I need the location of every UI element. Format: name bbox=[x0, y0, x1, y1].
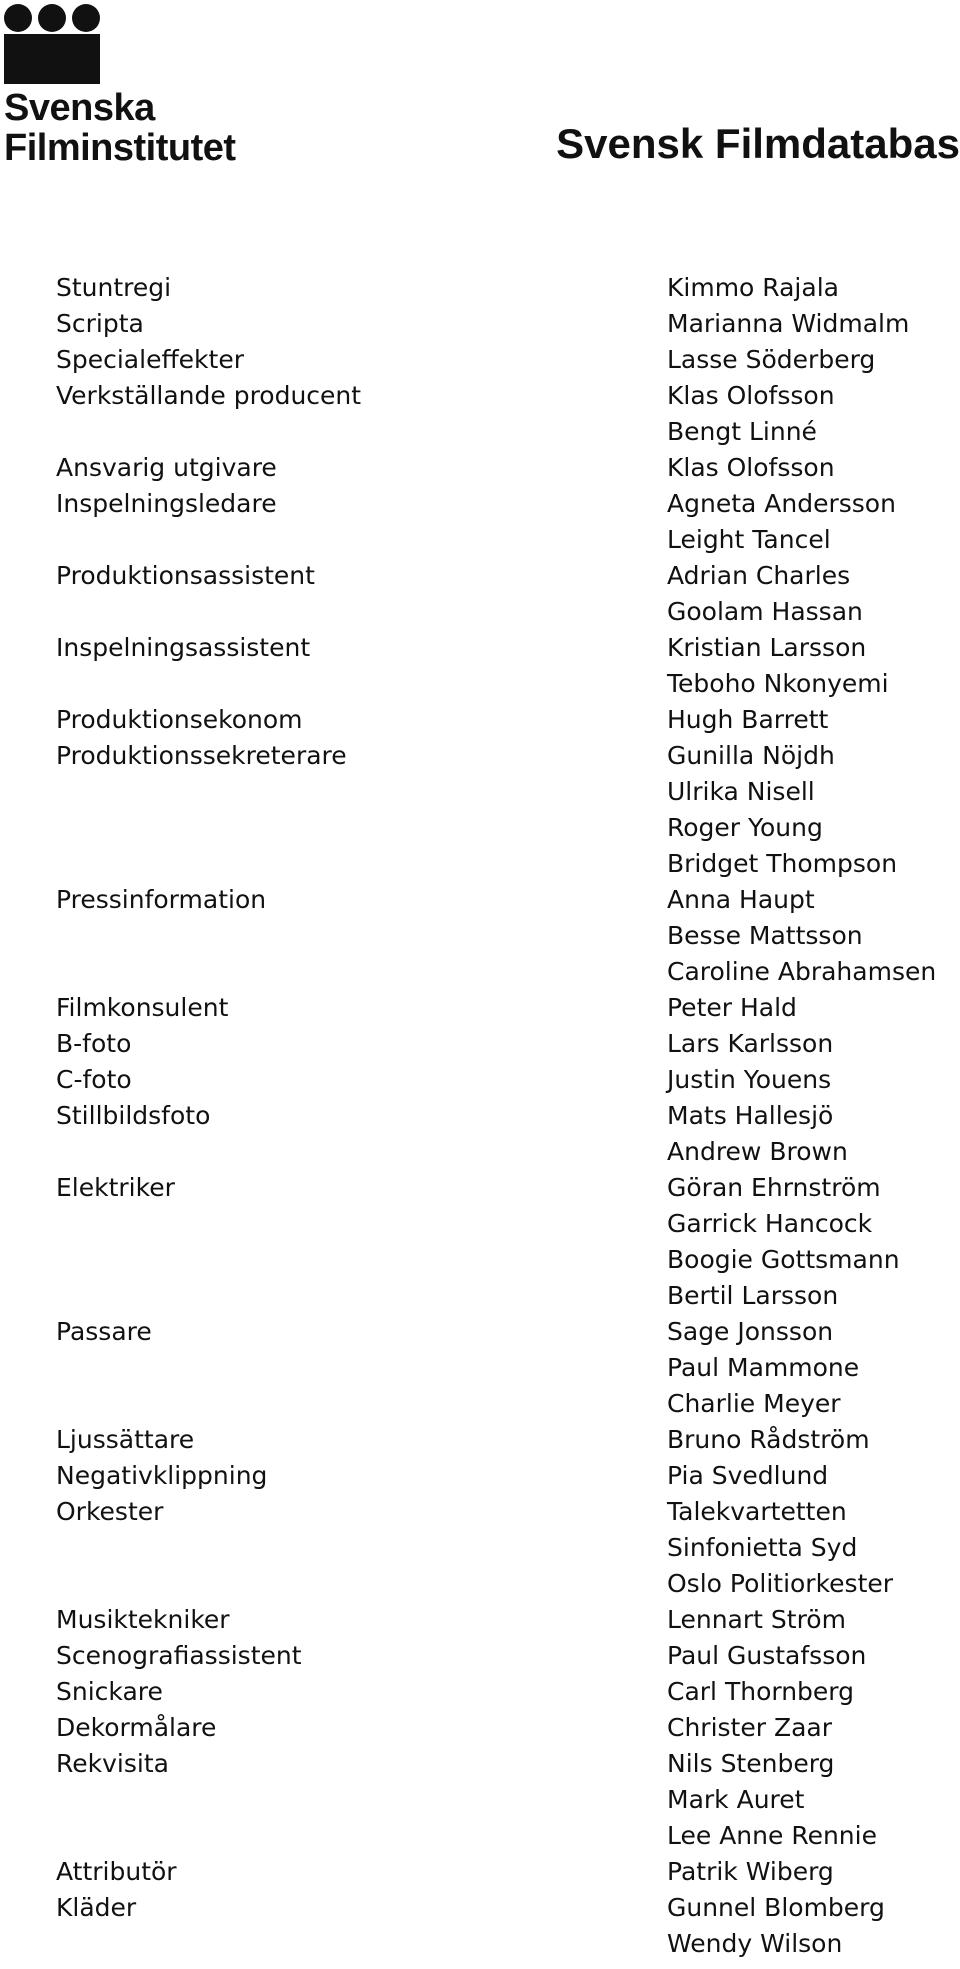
credit-role: Specialeffekter bbox=[56, 345, 245, 374]
credit-role: Attributör bbox=[56, 1857, 177, 1886]
credit-name: Mats Hallesjö bbox=[667, 1101, 834, 1130]
credit-row bbox=[0, 594, 960, 630]
credit-name: Anna Haupt bbox=[667, 885, 815, 914]
credit-row bbox=[0, 1458, 960, 1494]
credit-row bbox=[0, 1314, 960, 1350]
page-header bbox=[0, 0, 960, 200]
credit-role: Inspelningsledare bbox=[56, 489, 277, 518]
credit-row bbox=[0, 1098, 960, 1134]
credit-row bbox=[0, 1062, 960, 1098]
credit-role: Verkställande producent bbox=[56, 381, 362, 410]
credit-name: Caroline Abrahamsen bbox=[667, 957, 937, 986]
credit-row bbox=[0, 666, 960, 702]
credit-name: Lennart Ström bbox=[667, 1605, 846, 1634]
credit-row bbox=[0, 990, 960, 1026]
logo-wordmark bbox=[4, 88, 236, 168]
credit-name: Klas Olofsson bbox=[667, 453, 835, 482]
credit-name: Patrik Wiberg bbox=[667, 1857, 834, 1886]
credit-role: Rekvisita bbox=[56, 1749, 169, 1778]
credit-row bbox=[0, 1746, 960, 1782]
credit-name: Talekvartetten bbox=[667, 1497, 847, 1526]
credit-name: Andrew Brown bbox=[667, 1137, 848, 1166]
credit-name: Adrian Charles bbox=[667, 561, 851, 590]
credit-row bbox=[0, 1026, 960, 1062]
credit-name: Sage Jonsson bbox=[667, 1317, 834, 1346]
credit-row bbox=[0, 1206, 960, 1242]
credit-role: Inspelningsassistent bbox=[56, 633, 311, 662]
credit-row bbox=[0, 1818, 960, 1854]
credit-name: Bertil Larsson bbox=[667, 1281, 839, 1310]
credit-name: Marianna Widmalm bbox=[667, 309, 910, 338]
credit-row bbox=[0, 1854, 960, 1890]
credit-name: Pia Svedlund bbox=[667, 1461, 829, 1490]
credit-row bbox=[0, 1782, 960, 1818]
credit-row bbox=[0, 630, 960, 666]
credit-role: Dekormålare bbox=[56, 1713, 217, 1742]
credit-role: Snickare bbox=[56, 1677, 163, 1706]
credit-row bbox=[0, 1134, 960, 1170]
credit-role: Stillbildsfoto bbox=[56, 1101, 211, 1130]
credit-row bbox=[0, 954, 960, 990]
credit-row bbox=[0, 1890, 960, 1926]
logo-dot bbox=[38, 4, 66, 32]
credit-name: Justin Youens bbox=[667, 1065, 832, 1094]
credit-name: Goolam Hassan bbox=[667, 597, 863, 626]
credit-name: Leight Tancel bbox=[667, 525, 831, 554]
credit-name: Klas Olofsson bbox=[667, 381, 835, 410]
credit-name: Garrick Hancock bbox=[667, 1209, 873, 1238]
credit-name: Lars Karlsson bbox=[667, 1029, 834, 1058]
credit-role: Orkester bbox=[56, 1497, 164, 1526]
credit-name: Mark Auret bbox=[667, 1785, 805, 1814]
credit-name: Hugh Barrett bbox=[667, 705, 829, 734]
credit-role: C-foto bbox=[56, 1065, 132, 1094]
site-title: Svensk Filmdatabas bbox=[556, 120, 960, 167]
credit-row bbox=[0, 450, 960, 486]
credit-row bbox=[0, 1674, 960, 1710]
credit-name: Bridget Thompson bbox=[667, 849, 898, 878]
credit-name: Wendy Wilson bbox=[667, 1929, 843, 1958]
credit-row bbox=[0, 738, 960, 774]
credit-row bbox=[0, 1170, 960, 1206]
credit-name: Teboho Nkonyemi bbox=[667, 669, 889, 698]
logo-dot bbox=[72, 4, 100, 32]
credit-name: Roger Young bbox=[667, 813, 823, 842]
credit-role: Scripta bbox=[56, 309, 144, 338]
credit-row bbox=[0, 1926, 960, 1962]
credit-role: Filmkonsulent bbox=[56, 993, 229, 1022]
credit-name: Sinfonietta Syd bbox=[667, 1533, 858, 1562]
credit-row bbox=[0, 1350, 960, 1386]
credit-name: Lasse Söderberg bbox=[667, 345, 876, 374]
credit-row bbox=[0, 846, 960, 882]
credit-role: Stuntregi bbox=[56, 273, 172, 302]
credit-role: Passare bbox=[56, 1317, 152, 1346]
credit-row bbox=[0, 306, 960, 342]
logo-dot bbox=[4, 4, 32, 32]
credit-name: Paul Mammone bbox=[667, 1353, 860, 1382]
credit-row bbox=[0, 702, 960, 738]
credit-role: Produktionsassistent bbox=[56, 561, 315, 590]
credit-name: Gunilla Nöjdh bbox=[667, 741, 835, 770]
credit-name: Agneta Andersson bbox=[667, 489, 896, 518]
credit-row bbox=[0, 486, 960, 522]
credit-name: Ulrika Nisell bbox=[667, 777, 815, 806]
logo-square bbox=[4, 34, 100, 84]
credit-row bbox=[0, 558, 960, 594]
credit-row bbox=[0, 1530, 960, 1566]
credit-role: Scenografiassistent bbox=[56, 1641, 302, 1670]
credit-row bbox=[0, 1278, 960, 1314]
credit-name: Carl Thornberg bbox=[667, 1677, 854, 1706]
credits-list bbox=[0, 270, 960, 1962]
credit-role: Negativklippning bbox=[56, 1461, 268, 1490]
credit-role: Pressinformation bbox=[56, 885, 267, 914]
credit-role: Elektriker bbox=[56, 1173, 175, 1202]
credit-row bbox=[0, 1386, 960, 1422]
credit-name: Christer Zaar bbox=[667, 1713, 833, 1742]
credit-name: Kimmo Rajala bbox=[667, 273, 839, 302]
credit-row bbox=[0, 810, 960, 846]
credit-row bbox=[0, 270, 960, 306]
credit-name: Charlie Meyer bbox=[667, 1389, 841, 1418]
credit-name: Nils Stenberg bbox=[667, 1749, 835, 1778]
credit-role: Produktionssekreterare bbox=[56, 741, 347, 770]
credit-role: Produktionsekonom bbox=[56, 705, 303, 734]
credit-name: Oslo Politiorkester bbox=[667, 1569, 894, 1598]
credit-role: B-foto bbox=[56, 1029, 132, 1058]
credit-name: Besse Mattsson bbox=[667, 921, 863, 950]
credit-row bbox=[0, 378, 960, 414]
credit-row bbox=[0, 342, 960, 378]
credit-row bbox=[0, 1566, 960, 1602]
credit-role: Musiktekniker bbox=[56, 1605, 230, 1634]
credit-row bbox=[0, 1242, 960, 1278]
credit-name: Bengt Linné bbox=[667, 417, 817, 446]
credit-role: Kläder bbox=[56, 1893, 137, 1922]
logo-line-1: Svenska bbox=[4, 87, 155, 129]
credit-row bbox=[0, 522, 960, 558]
credit-name: Gunnel Blomberg bbox=[667, 1893, 885, 1922]
credit-role: Ljussättare bbox=[56, 1425, 195, 1454]
logo-mark-icon bbox=[4, 4, 102, 70]
credit-name: Peter Hald bbox=[667, 993, 797, 1022]
credit-name: Boogie Gottsmann bbox=[667, 1245, 900, 1274]
credit-row bbox=[0, 1602, 960, 1638]
credit-name: Kristian Larsson bbox=[667, 633, 867, 662]
credit-row bbox=[0, 1710, 960, 1746]
logo-line-2: Filminstitutet bbox=[4, 127, 236, 169]
credit-row bbox=[0, 918, 960, 954]
credit-name: Bruno Rådström bbox=[667, 1425, 870, 1454]
credit-row bbox=[0, 1422, 960, 1458]
credit-row bbox=[0, 1494, 960, 1530]
svenska-filminstitutet-logo bbox=[4, 4, 264, 169]
credit-name: Göran Ehrnström bbox=[667, 1173, 881, 1202]
credit-name: Paul Gustafsson bbox=[667, 1641, 867, 1670]
credit-name: Lee Anne Rennie bbox=[667, 1821, 877, 1850]
credit-role: Ansvarig utgivare bbox=[56, 453, 277, 482]
credit-row bbox=[0, 1638, 960, 1674]
credit-row bbox=[0, 414, 960, 450]
credit-row bbox=[0, 774, 960, 810]
credit-row bbox=[0, 882, 960, 918]
